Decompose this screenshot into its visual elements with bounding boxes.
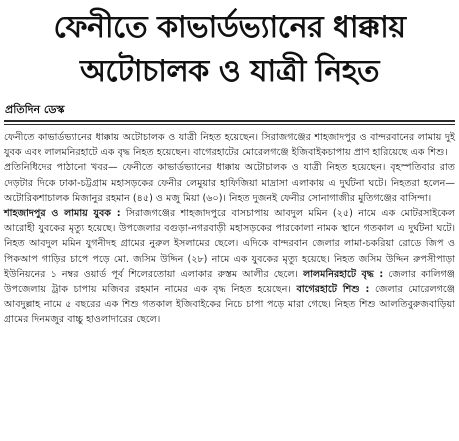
divider-thin bbox=[4, 124, 455, 125]
paragraph-intro bbox=[4, 130, 455, 160]
paragraph-feni bbox=[4, 160, 455, 206]
paragraph-text: ফেনীতে কাভার্ডভ্যানের ধাক্কায় অটোচালক ও যাত্রী নিহত হয়েছেন। সিরাজগঞ্জের শাহজাদপুর ও বান্দরবানের লামায় দুই যুবক এবং লালমনিরহাটে এক বৃদ্ধ নিহত হয়েছেন। বাগেরহাটের মোরেলগঞ্জে ইজিবাইকচাপায় প্রাণ হারিয়েছে এক শিশু। bbox=[4, 132, 455, 159]
headline-line-2: অটোচালক ও যাত্রী নিহত bbox=[79, 54, 380, 89]
subhead: লালমনিরহাটে বৃদ্ধ : bbox=[303, 268, 384, 280]
byline: প্রতিদিন ডেস্ক bbox=[5, 103, 65, 116]
paragraph-text: প্রতিনিধিদের পাঠানো খবর— ফেনীতে কাভার্ডভ্যানের ধাক্কায় অটোচালক ও যাত্রী নিহত হয়েছেন। বৃহস্পতিবার রাত দেড়টার দিকে ঢাকা-চট্টগ্রাম মহাসড়কের ফেনীর লেমুয়ার হাফিজিয়া মাদ্রাসা এলাকায় এ দুর্ঘটনা ঘটে। নিহতরা হলেন— অটোরিকশাচালক মিজানুর রহমান (৪৫) ও মজু মিয়া (৬০)। নিহত দুজনই ফেনীর সোনাগাজীর মুতিগঞ্জের বাসিন্দা। bbox=[4, 162, 455, 204]
paragraph-text: সিরাজগঞ্জের শাহজাদপুরে বাসচাপায় আবদুল মমিন (২৫) নামে এক মোটরসাইকেল আরোহী যুবকের মৃত্যু হয়েছে। উপজেলার বগুড়া-নগরবাড়ী মহাসড়কের পারকোলা নামক স্থানে গতকাল এ দুর্ঘটনা ঘটে। নিহত আবদুল মমিন যুগনীদহ গ্রামের নুরুল ইসলামের ছেলে। এদিকে বান্দরবান জেলার লামা-চকরিয়া রোডে জিপ ও পিকআপ গাড়ির চাপে পড়ে মো. জসিম উদ্দিন (২৮) নামে এক যুবকের মৃত্যু হয়েছে। নিহত জসিম উদ্দিন রুপসীপাড়া ইউনিয়নের ১ নম্বর ওয়ার্ড পূর্ব শিলেরতোয়া এলাকার রুস্তম আলীর ছেলে। bbox=[4, 208, 455, 280]
headline bbox=[0, 6, 459, 94]
divider bbox=[4, 120, 455, 122]
paragraph-text: জেলার কালিগঞ্জ উপজেলায় ট্রাক চাপায় মজিবর রহমান নামের এক বৃদ্ধ নিহত হয়েছেন। bbox=[4, 268, 455, 296]
article-body bbox=[4, 130, 455, 328]
headline-line-1: ফেনীতে কাভার্ডভ্যানের ধাক্কায় bbox=[53, 10, 406, 45]
paragraph-text: জেলার মোরেলগঞ্জে আবদুল্লাহ নামে ৫ বছরের এক শিশু গতকাল ইজিবাইকের নিচে চাপা পড়ে মারা গেছে। নিহত শিশু আলতিবুরুজবাড়িয়া গ্রামের দিনমজুর বাচ্চু হাওলাদারের ছেলে। bbox=[4, 284, 455, 326]
subhead: বাগেরহাটে শিশু : bbox=[296, 284, 370, 296]
paragraph-shahjadpur-lama bbox=[4, 206, 455, 328]
subhead: শাহজাদপুর ও লামায় যুবক : bbox=[4, 208, 121, 220]
